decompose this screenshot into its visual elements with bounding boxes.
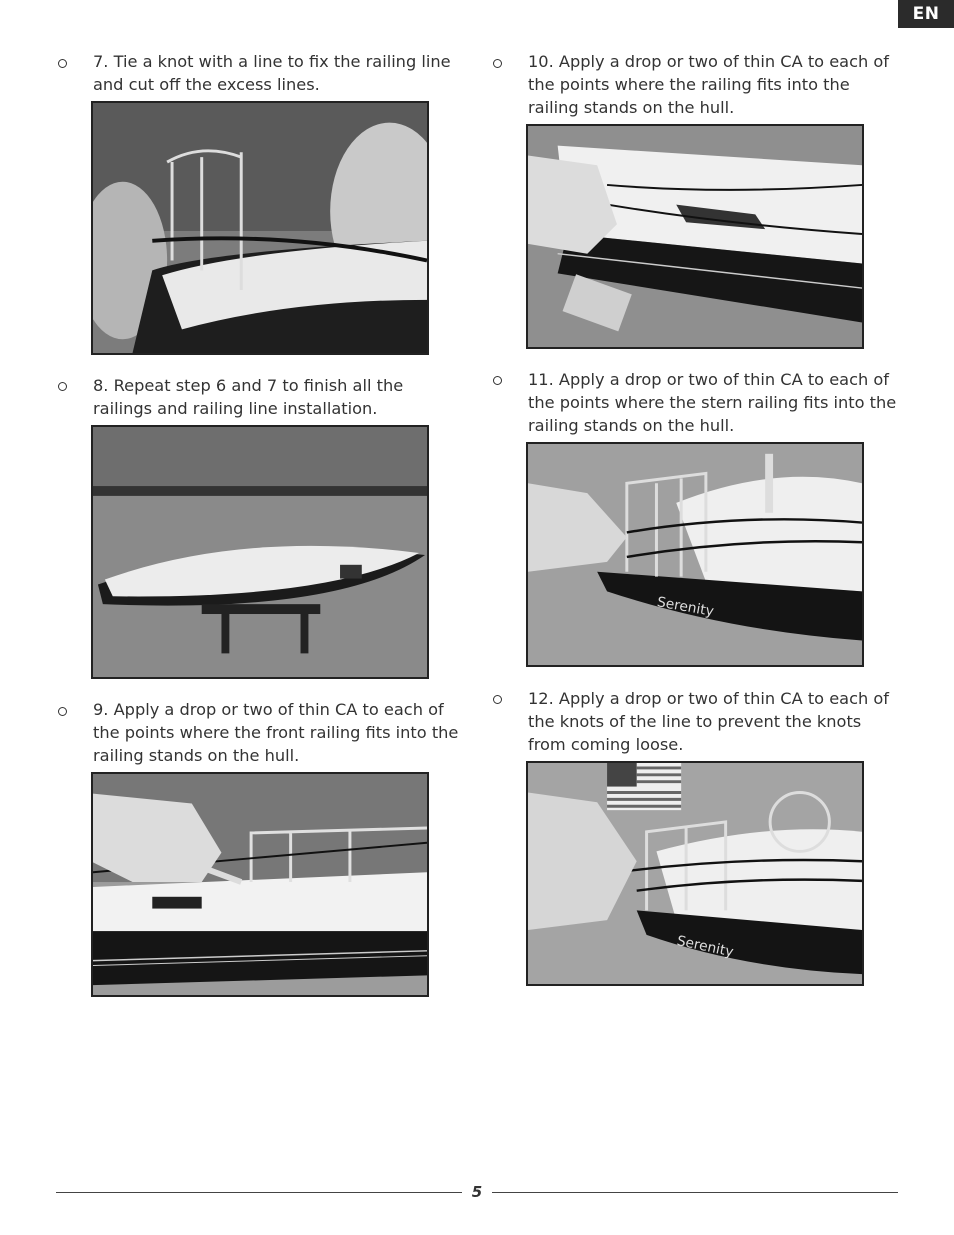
step-12-text: 12. Apply a drop or two of thin CA to each of the knots of the line to prevent the knots from coming loose. [528, 689, 890, 754]
svg-text:Serenity: Serenity [675, 933, 735, 961]
checkbox-bullet[interactable] [493, 695, 502, 704]
checkbox-bullet[interactable] [58, 382, 67, 391]
step-10-text: 10. Apply a drop or two of thin CA to each of the points where the railing fits into the railing stands on the hull. [528, 52, 890, 117]
checkbox-bullet[interactable] [493, 59, 502, 68]
photo-boat-on-stand [91, 425, 429, 679]
step-7-text: 7. Tie a knot with a line to fix the railing line and cut off the excess lines. [93, 52, 451, 94]
footer-rule-left [56, 1192, 462, 1193]
checkbox-bullet[interactable] [58, 59, 67, 68]
language-tab: EN [898, 0, 954, 28]
svg-text:Serenity: Serenity [655, 594, 716, 620]
photo-ca-stern-railing [526, 442, 864, 667]
checkbox-bullet[interactable] [493, 376, 502, 385]
footer-rule-right [492, 1192, 898, 1193]
checkbox-bullet[interactable] [58, 707, 67, 716]
step-8-text: 8. Repeat step 6 and 7 to finish all the railings and railing line installation. [93, 376, 404, 418]
photo-ca-knots [526, 761, 864, 986]
page-number: 5 [471, 1183, 483, 1201]
step-9-text: 9. Apply a drop or two of thin CA to each of the points where the front railing fits into the railing stands on the hull. [93, 700, 459, 765]
photo-ca-side-railing [526, 124, 864, 349]
photo-ca-front-railing [91, 772, 429, 997]
photo-knot-railing-line [91, 101, 429, 355]
step-11-text: 11. Apply a drop or two of thin CA to each of the points where the stern railing fits into the railing stands on the hull. [528, 370, 897, 435]
